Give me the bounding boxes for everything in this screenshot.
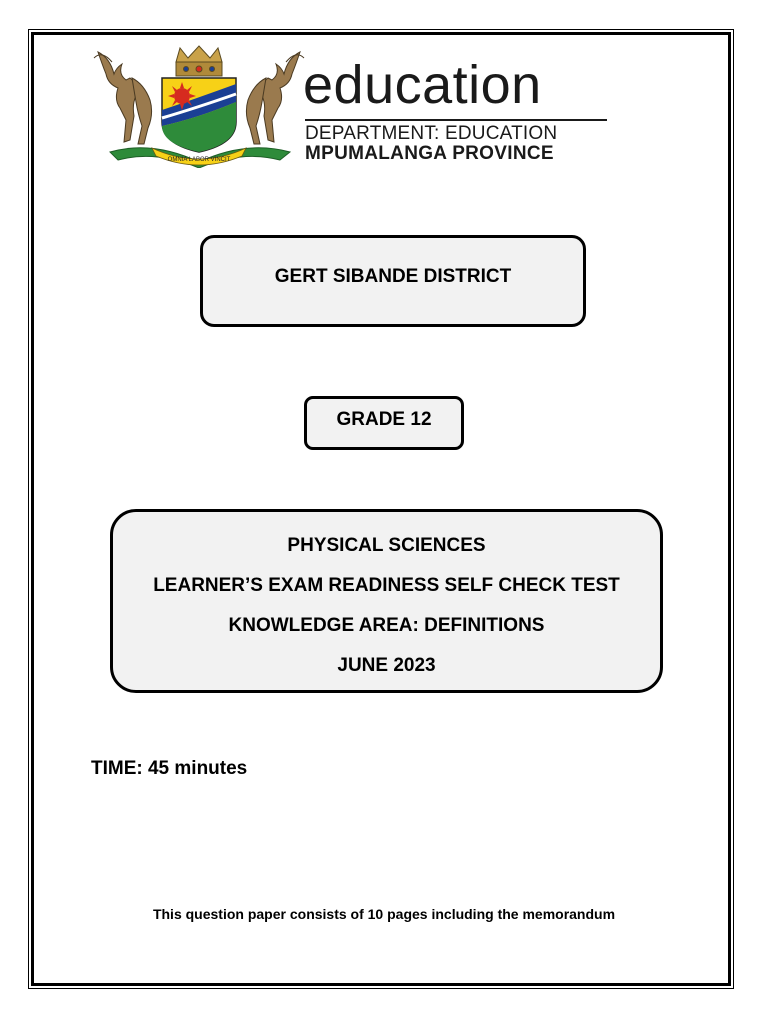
logo-motto: OMNIA LABOR VINCIT <box>167 157 231 163</box>
subject-title: PHYSICAL SCIENCES <box>287 535 486 556</box>
district-name: GERT SIBANDE DISTRICT <box>274 266 512 287</box>
grade-box <box>304 396 464 450</box>
subject-box <box>110 509 663 693</box>
department-wordmark <box>303 55 613 164</box>
district-box <box>200 235 586 327</box>
grade-label: GRADE 12 <box>336 409 432 430</box>
wordmark-education: education <box>303 55 542 115</box>
test-title: LEARNER’S EXAM READINESS SELF CHECK TEST <box>153 575 620 596</box>
knowledge-area: KNOWLEDGE AREA: DEFINITIONS <box>228 615 545 636</box>
page-count-note: This question paper consists of 10 pages including the memorandum <box>152 906 616 922</box>
wordmark-divider <box>305 119 607 121</box>
department-name: DEPARTMENT: EDUCATION <box>305 123 558 144</box>
time-allowed: TIME: 45 minutes <box>91 758 248 779</box>
coat-of-arms-logo <box>92 44 306 168</box>
province-name: MPUMALANGA PROVINCE <box>305 143 554 164</box>
exam-date: JUNE 2023 <box>337 655 436 676</box>
